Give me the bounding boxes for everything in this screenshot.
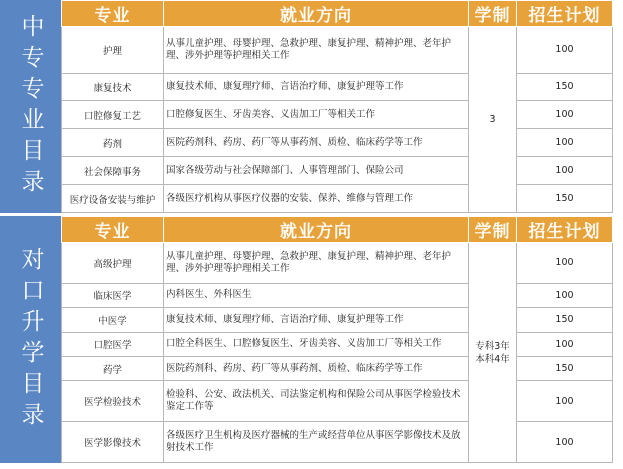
direction-cell: 从事儿童护理、母婴护理、急救护理、康复护理、精神护理、老年护理、涉外护理等护理相关工作 — [164, 243, 469, 284]
table-row — [62, 243, 613, 284]
header-duration: 学制 — [469, 1, 517, 27]
secondary-vocational-table — [61, 0, 613, 213]
major-cell: 口腔医学 — [62, 332, 164, 356]
header-major: 专业 — [62, 1, 164, 27]
table-row — [62, 381, 613, 422]
direction-cell: 从事儿童护理、母婴护理、急救护理、康复护理、精神护理、老年护理、涉外护理等护理相关工作 — [164, 27, 469, 74]
plan-cell: 150 — [517, 357, 613, 381]
plan-cell: 100 — [517, 283, 613, 307]
secondary-vocational-section — [0, 0, 613, 213]
table-row — [62, 357, 613, 381]
plan-cell: 100 — [517, 101, 613, 129]
major-cell: 临床医学 — [62, 283, 164, 307]
major-cell: 护理 — [62, 27, 164, 74]
plan-cell: 150 — [517, 185, 613, 213]
direction-cell: 医院药剂科、药房、药厂等从事药剂、质检、临床药学等工作 — [164, 129, 469, 157]
admission-table — [61, 216, 613, 463]
direction-cell: 各级医疗机构从事医疗仪器的安装、保养、维修与管理工作 — [164, 185, 469, 213]
admission-section — [0, 216, 613, 463]
section-side-label: 中专专业目录 — [0, 0, 61, 213]
table-header-row — [62, 217, 613, 243]
direction-cell: 口腔全科医生、口腔修复医生、牙齿美容、义齿加工厂等相关工作 — [164, 332, 469, 356]
plan-cell: 100 — [517, 422, 613, 463]
plan-cell: 100 — [517, 129, 613, 157]
table-row — [62, 332, 613, 356]
plan-cell: 150 — [517, 73, 613, 101]
duration-cell: 3 — [469, 27, 517, 213]
table-row — [62, 422, 613, 463]
major-cell: 高级护理 — [62, 243, 164, 284]
table-row — [62, 185, 613, 213]
table-row — [62, 308, 613, 332]
major-cell: 口腔修复工艺 — [62, 101, 164, 129]
table-row — [62, 283, 613, 307]
table-row — [62, 157, 613, 185]
major-cell: 医疗设备安装与维护 — [62, 185, 164, 213]
table-row — [62, 73, 613, 101]
direction-cell: 检验科、公安、政法机关、司法鉴定机构和保险公司从事医学检验技术鉴定工作等 — [164, 381, 469, 422]
major-cell: 医学影像技术 — [62, 422, 164, 463]
direction-cell: 内科医生、外科医生 — [164, 283, 469, 307]
plan-cell: 100 — [517, 332, 613, 356]
major-cell: 医学检验技术 — [62, 381, 164, 422]
major-cell: 中医学 — [62, 308, 164, 332]
plan-cell: 100 — [517, 243, 613, 284]
section-side-label: 对口升学目录 — [0, 216, 61, 463]
header-direction: 就业方向 — [164, 1, 469, 27]
direction-cell: 国家各级劳动与社会保障部门、人事管理部门、保险公司 — [164, 157, 469, 185]
header-direction: 就业方向 — [164, 217, 469, 243]
major-cell: 药剂 — [62, 129, 164, 157]
plan-cell: 100 — [517, 27, 613, 74]
header-plan: 招生计划 — [517, 217, 613, 243]
plan-cell: 100 — [517, 157, 613, 185]
direction-cell: 各级医疗卫生机构及医疗器械的生产或经营单位从事医学影像技术及放射技术工作 — [164, 422, 469, 463]
major-cell: 康复技术 — [62, 73, 164, 101]
direction-cell: 医院药剂科、药房、药厂等从事药剂、质检、临床药学等工作 — [164, 357, 469, 381]
direction-cell: 康复技术师、康复理疗师、言语治疗师、康复护理等工作 — [164, 308, 469, 332]
table-row — [62, 27, 613, 74]
header-major: 专业 — [62, 217, 164, 243]
direction-cell: 口腔修复医生、牙齿美容、义齿加工厂等相关工作 — [164, 101, 469, 129]
table-row — [62, 129, 613, 157]
direction-cell: 康复技术师、康复理疗师、言语治疗师、康复护理等工作 — [164, 73, 469, 101]
plan-cell: 150 — [517, 308, 613, 332]
duration-cell: 专科3年 本科4年 — [469, 243, 517, 463]
major-cell: 社会保障事务 — [62, 157, 164, 185]
major-cell: 药学 — [62, 357, 164, 381]
table-row — [62, 101, 613, 129]
header-duration: 学制 — [469, 217, 517, 243]
plan-cell: 100 — [517, 381, 613, 422]
header-plan: 招生计划 — [517, 1, 613, 27]
table-header-row — [62, 1, 613, 27]
